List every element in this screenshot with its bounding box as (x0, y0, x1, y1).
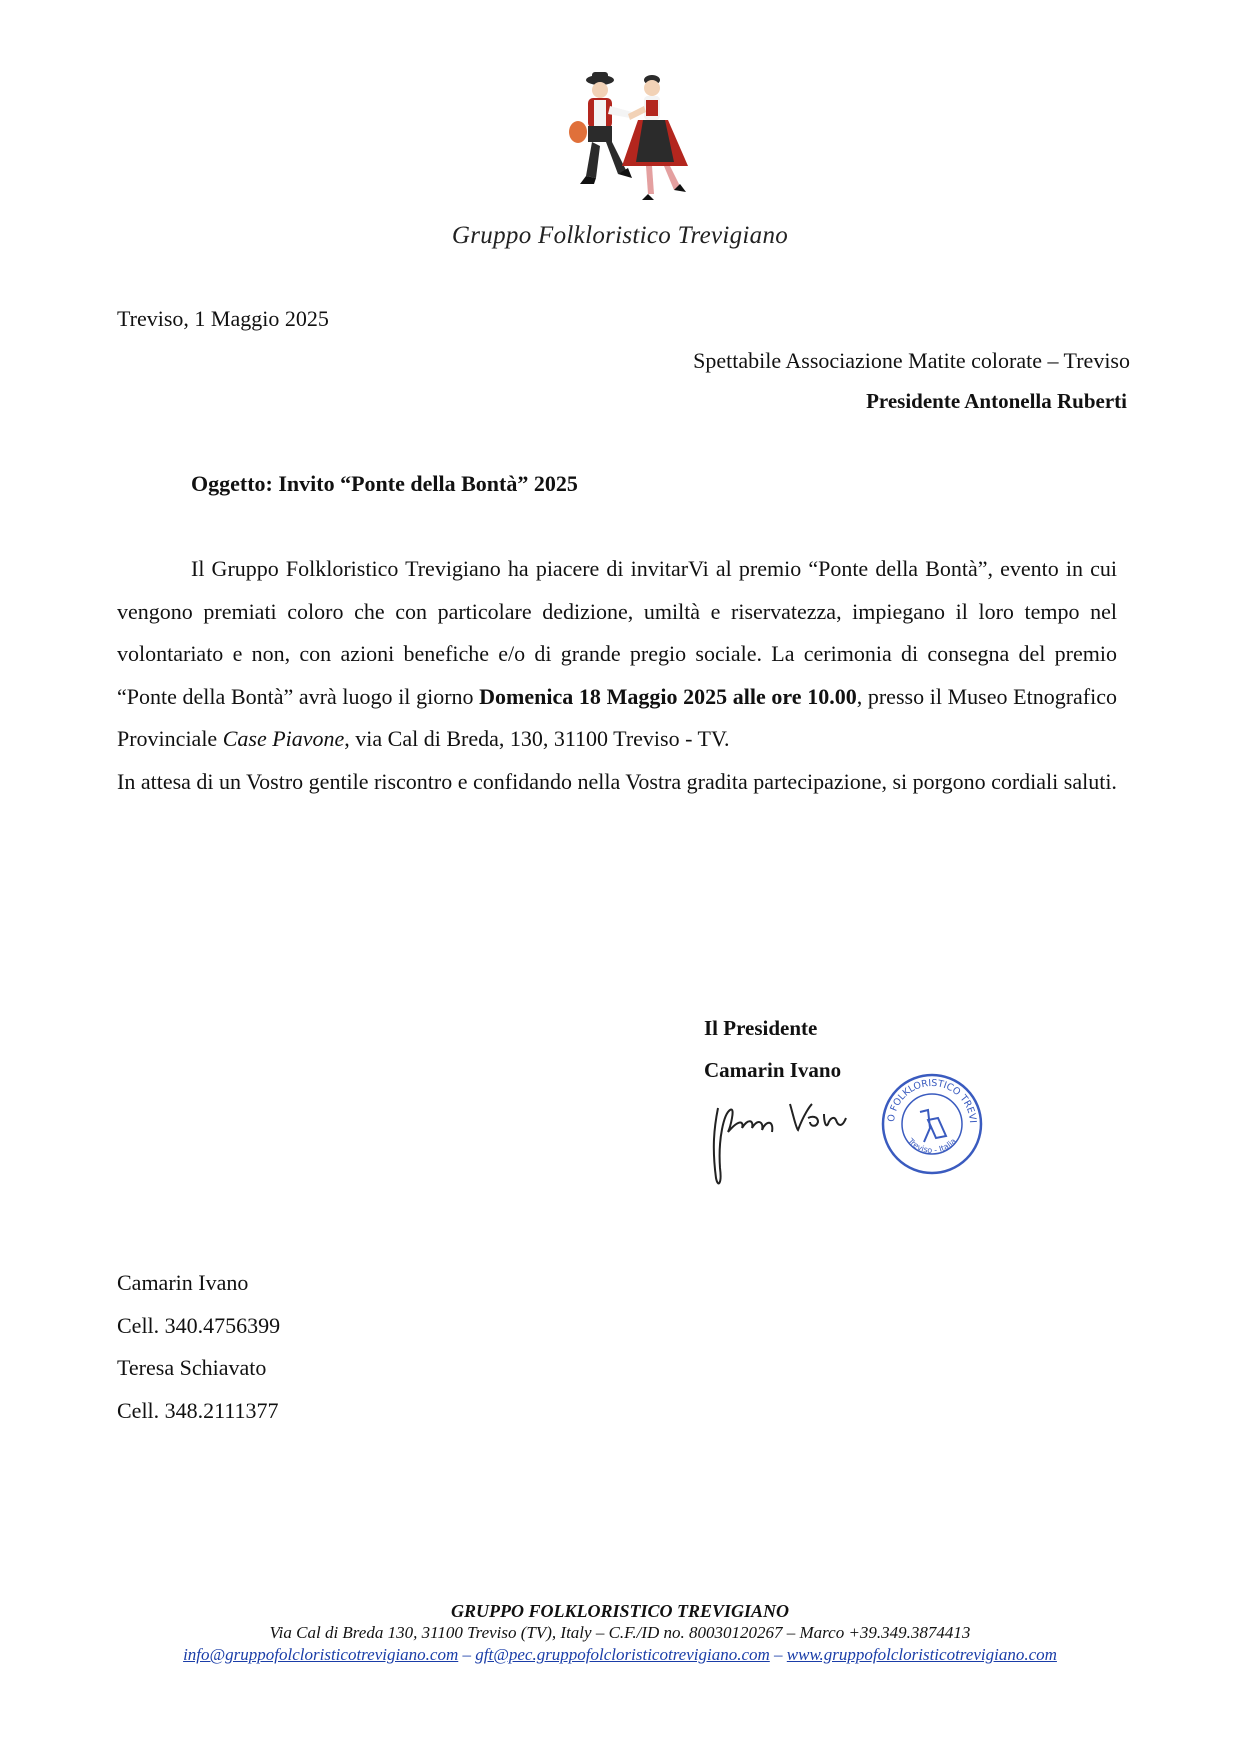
folk-dancers-couple-icon (548, 66, 708, 216)
contact-name: Teresa Schiavato (117, 1355, 267, 1380)
footer-org: GRUPPO FOLKLORISTICO TREVIGIANO (450, 1601, 790, 1621)
email-link[interactable]: info@gruppofolcloristicotrevigiano.com (183, 1645, 459, 1664)
footer (0, 1600, 1240, 1666)
paragraph-invitation (117, 548, 1117, 761)
pec-email-link[interactable]: gft@pec.gruppofolcloristicotrevigiano.com (475, 1645, 770, 1664)
paragraph-text: , via Cal di Breda, 130, 31100 Treviso - TV. (344, 726, 730, 751)
footer-separator: – (769, 1645, 787, 1664)
venue-name: Case Piavone (222, 726, 345, 751)
signature-name: Camarin Ivano (704, 1058, 842, 1082)
handwritten-signature (700, 1088, 870, 1198)
footer-links (0, 1644, 1240, 1666)
svg-text:Treviso - Italia (905, 1136, 958, 1155)
logo (548, 66, 708, 216)
subject: Oggetto: Invito “Ponte della Bontà” 2025 (191, 471, 578, 496)
paragraph-text: Il Gruppo Folkloristico Trevigiano ha piacere di invitarVi al premio “Ponte della Bontà”, evento in cui vengono premiati coloro che con particolare dedizione, umiltà e riservatezza, impiegano il loro tempo nel volontariato e non, con azioni benefiche e/o di grande pregio sociale. La cerimonia di consegna del premio “Ponte della Bontà” avrà luogo il giorno (117, 556, 1117, 709)
place-date: Treviso, 1 Maggio 2025 (117, 306, 329, 331)
contact-phone: Cell. 348.2111377 (117, 1397, 279, 1423)
paragraph-text: , presso il Museo Etnografico Provinciale (117, 683, 1117, 751)
website-link[interactable]: www.gruppofolcloristicotrevigiano.com (786, 1645, 1057, 1664)
stamp-text-bottom: Treviso - Italia (905, 1136, 959, 1155)
event-date-time: Domenica 18 Maggio 2025 alle ore 10.00 (479, 683, 857, 709)
stamp-text-top: O FOLKLORISTICO TREVI (885, 1077, 979, 1124)
contact-phone: Cell. 340.4756399 (117, 1312, 281, 1338)
recipient: Spettabile Associazione Matite colorate – Treviso (693, 348, 1130, 373)
signature-title: Il Presidente (704, 1016, 818, 1040)
footer-separator: – (458, 1645, 476, 1664)
association-stamp (880, 1072, 984, 1176)
letter-body (117, 548, 1117, 803)
contacts-list (117, 1262, 280, 1432)
logo-caption: Gruppo Folkloristico Trevigiano (451, 222, 789, 249)
footer-address: Via Cal di Breda 130, 31100 Treviso (TV), Italy – C.F./ID no. 80030120267 – Marco +39.349.3874413 (269, 1623, 971, 1642)
recipient-role: Presidente Antonella Ruberti (866, 389, 1127, 413)
contact-name: Camarin Ivano (117, 1270, 249, 1295)
paragraph-closing: In attesa di un Vostro gentile riscontro e confidando nella Vostra gradita partecipazione, si porgono cordiali saluti. (117, 768, 1117, 794)
